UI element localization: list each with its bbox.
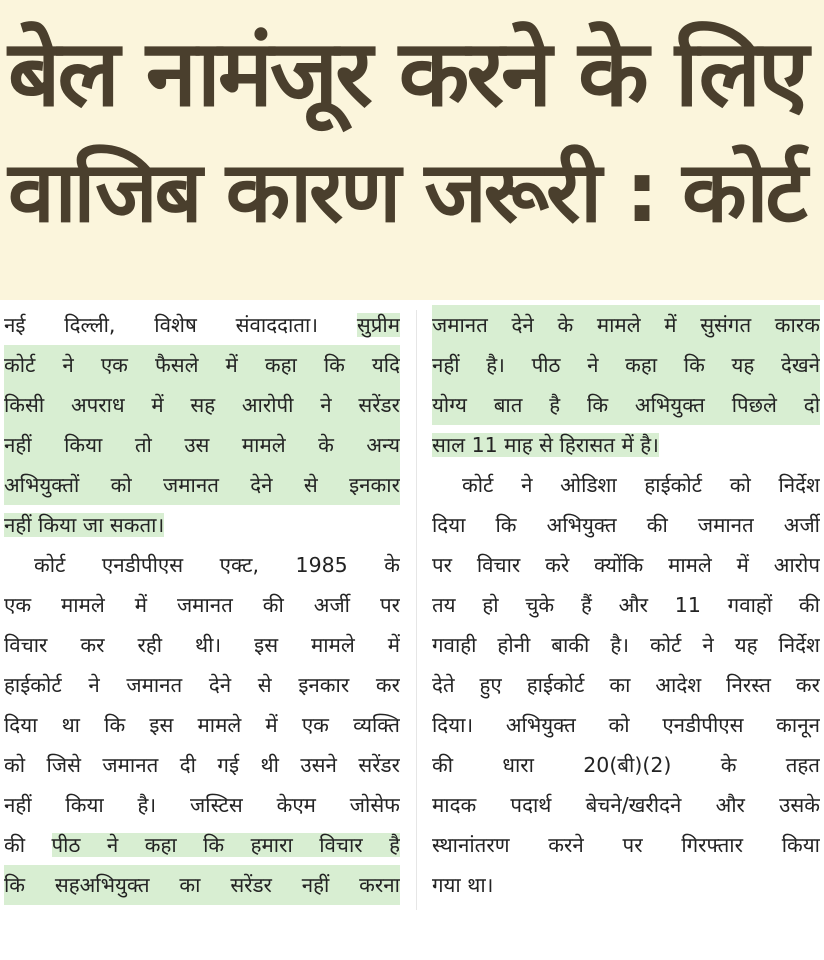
- text-line: [432, 305, 820, 345]
- paragraph-text: एक मामले में जमानत की अर्जी पर: [4, 593, 400, 617]
- paragraph-text: पर विचार करे क्योंकि मामले में आरोप: [432, 553, 820, 577]
- highlighted-text: कि सहअभियुक्त का सरेंडर नहीं करना: [4, 873, 400, 897]
- text-line: [4, 825, 400, 865]
- text-line: [432, 385, 820, 425]
- highlighted-text: पीठ ने कहा कि हमारा विचार है: [51, 833, 400, 857]
- text-line: [432, 865, 820, 905]
- text-line: [4, 745, 400, 785]
- text-line: [432, 825, 820, 865]
- paragraph-text: कोर्ट ने ओडिशा हाईकोर्ट को निर्देश: [462, 473, 820, 497]
- paragraph-text: स्थानांतरण करने पर गिरफ्तार किया: [432, 833, 820, 857]
- paragraph-text: दिया था कि इस मामले में एक व्यक्ति: [4, 713, 400, 737]
- text-line: [432, 465, 820, 505]
- highlighted-text: साल 11 माह से हिरासत में है।: [432, 433, 659, 457]
- highlighted-text: सुप्रीम: [356, 313, 400, 337]
- paragraph-text: विचार कर रही थी। इस मामले में: [4, 633, 400, 657]
- paragraph-text: हाईकोर्ट ने जमानत देने से इनकार कर: [4, 673, 400, 697]
- text-line: [4, 785, 400, 825]
- text-line: [432, 545, 820, 585]
- text-line: [4, 425, 400, 465]
- highlighted-text: जमानत देने के मामले में सुसंगत कारक: [432, 313, 820, 337]
- text-line: [4, 585, 400, 625]
- text-line: [432, 665, 820, 705]
- text-line: [432, 625, 820, 665]
- highlighted-text: नहीं किया तो उस मामले के अन्य: [4, 433, 400, 457]
- text-line: [4, 705, 400, 745]
- highlighted-text: किसी अपराध में सह आरोपी ने सरेंडर: [4, 393, 400, 417]
- text-line: [4, 865, 400, 905]
- text-line: [4, 385, 400, 425]
- text-line: [4, 625, 400, 665]
- paragraph-text: नहीं किया है। जस्टिस केएम जोसेफ: [4, 793, 400, 817]
- paragraph-text: मादक पदार्थ बेचने/खरीदने और उसके: [432, 793, 820, 817]
- paragraph-text: को जिसे जमानत दी गई थी उसने सरेंडर: [4, 753, 400, 777]
- text-line: [4, 545, 400, 585]
- paragraph-text: की: [4, 833, 52, 857]
- highlighted-text: अभियुक्तों को जमानत देने से इनकार: [4, 473, 400, 497]
- paragraph-text: की धारा 20(बी)(2) के तहत: [432, 753, 820, 777]
- highlighted-text: योग्य बात है कि अभियुक्त पिछले दो: [432, 393, 820, 417]
- paragraph-text: गवाही होनी बाकी है। कोर्ट ने यह निर्देश: [432, 633, 820, 657]
- paragraph-text: गया था।: [432, 873, 494, 897]
- article-column-right: [432, 305, 820, 905]
- text-line: [4, 665, 400, 705]
- text-line: [432, 705, 820, 745]
- paragraph-text: तय हो चुके हैं और 11 गवाहों की: [432, 593, 820, 617]
- text-line: [432, 345, 820, 385]
- text-line: [432, 505, 820, 545]
- highlighted-text: नहीं किया जा सकता।: [4, 513, 165, 537]
- column-divider: [416, 310, 417, 910]
- paragraph-text: दिया। अभियुक्त को एनडीपीएस कानून: [432, 713, 820, 737]
- text-line: [4, 305, 400, 345]
- text-line: [432, 585, 820, 625]
- paragraph-text: दिया कि अभियुक्त की जमानत अर्जी: [432, 513, 820, 537]
- text-line: [4, 345, 400, 385]
- text-line: [4, 465, 400, 505]
- paragraph-text: देते हुए हाईकोर्ट का आदेश निरस्त कर: [432, 673, 820, 697]
- text-line: [432, 745, 820, 785]
- highlighted-text: नहीं है। पीठ ने कहा कि यह देखने: [432, 353, 820, 377]
- headline-band: [0, 0, 824, 300]
- highlighted-text: कोर्ट ने एक फैसले में कहा कि यदि: [4, 353, 400, 377]
- headline-line-2: वाजिब कारण जरूरी : कोर्ट: [8, 143, 805, 241]
- paragraph-text: कोर्ट एनडीपीएस एक्ट, 1985 के: [34, 553, 400, 577]
- dateline-text: नई दिल्ली, विशेष संवाददाता।: [4, 313, 357, 337]
- article-column-left: [4, 305, 400, 905]
- text-line: [432, 425, 820, 465]
- headline-line-1: बेल नामंजूर करने के लिए: [8, 20, 806, 127]
- text-line: [432, 785, 820, 825]
- text-line: [4, 505, 400, 545]
